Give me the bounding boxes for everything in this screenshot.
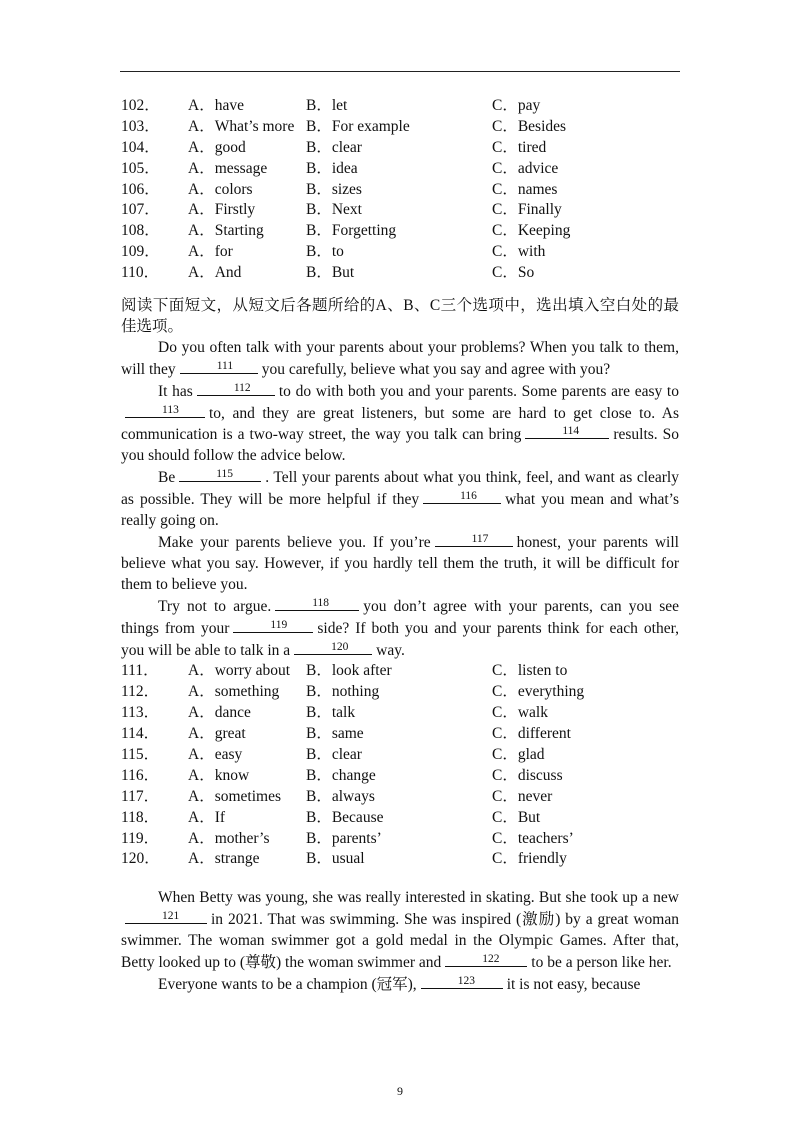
passage-paragraph: Make your parents believe you. If you’re 117 honest, your parents will believe what you say. However, if you hardly tell them the truth, it will be difficult for them to believe you. [121, 532, 679, 593]
option-b: B．Because [306, 808, 384, 826]
passage-paragraph: Everyone wants to be a champion (冠军), 123 it is not easy, because [158, 974, 641, 993]
question-number: 118． [121, 808, 160, 826]
option-b: B．change [306, 766, 376, 784]
option-row [121, 724, 679, 745]
option-row [121, 159, 679, 180]
question-number: 103． [121, 117, 160, 135]
option-c: C．teachers’ [492, 829, 574, 847]
question-number: 109． [121, 243, 160, 261]
option-b: B．But [306, 264, 355, 282]
option-a: A．good [188, 138, 246, 156]
question-number: 120． [121, 850, 160, 868]
options-list-111-120 [121, 661, 679, 870]
option-c: C．Besides [492, 117, 567, 135]
option-a: A．If [188, 808, 226, 826]
option-a: A．great [188, 725, 246, 743]
question-number: 119． [121, 829, 160, 847]
answer-blank: 118 [275, 596, 359, 611]
option-row [121, 661, 679, 682]
option-a: A．easy [188, 745, 243, 763]
option-a: A．Firstly [188, 201, 256, 219]
option-a: A．sometimes [188, 787, 281, 805]
question-number: 102． [121, 97, 160, 114]
option-a: A．mother’s [188, 829, 270, 847]
option-b: B．usual [306, 850, 365, 868]
passage-paragraph: Be 115 . Tell your parents about what you think, feel, and want as clearly as possible. They will be more helpful if they 116 what you mean and what’s really going on. [121, 468, 680, 530]
option-c: C．different [492, 725, 571, 743]
option-row [121, 703, 679, 724]
option-c: C．names [492, 180, 558, 198]
option-c: C．Keeping [492, 222, 571, 240]
option-b: B．Forgetting [306, 222, 397, 240]
option-b: B．talk [306, 704, 356, 722]
passage-paragraph: When Betty was young, she was really interested in skating. But she took up a new 121 in 2021. That was swimming. She was inspired (激励) by a great woman swimmer. The woman swimmer got a gold medal in the Olympic Games. After that, Betty looked up to (尊敬) the woman swimmer and 122 to be a person like her. [121, 889, 679, 972]
option-b: B．let [306, 97, 348, 114]
option-b: B．idea [306, 159, 358, 177]
option-b: B．always [306, 787, 375, 805]
page-number: 9 [397, 1084, 403, 1098]
option-row [121, 242, 679, 263]
option-a: A．message [188, 159, 268, 177]
option-c: C．pay [492, 97, 541, 114]
option-c: C．But [492, 808, 541, 826]
option-c: C．Finally [492, 201, 562, 219]
option-c: C．discuss [492, 766, 563, 784]
question-number: 115． [121, 745, 160, 763]
option-row [121, 808, 679, 829]
option-row [121, 263, 679, 284]
option-row [121, 849, 679, 870]
option-row [121, 766, 679, 787]
option-a: A．for [188, 243, 233, 261]
option-c: C．glad [492, 745, 545, 763]
option-row [121, 787, 679, 808]
option-a: A．have [188, 97, 244, 114]
answer-blank: 116 [423, 489, 501, 504]
passage-paragraph: Do you often talk with your parents about your problems? When you talk to them, will they 111 you carefully, believe what you say and agree with you? [121, 338, 679, 378]
answer-blank: 113 [125, 403, 205, 418]
question-number: 117． [121, 787, 160, 805]
option-a: A．strange [188, 850, 260, 868]
option-c: C．friendly [492, 850, 567, 868]
question-number: 108． [121, 222, 160, 240]
option-b: B．same [306, 725, 364, 743]
answer-blank: 123 [421, 974, 503, 989]
option-row [121, 180, 679, 201]
option-row [121, 829, 679, 850]
answer-blank: 120 [294, 640, 372, 655]
option-b: B．look after [306, 662, 392, 680]
option-row [121, 117, 679, 138]
question-number: 110． [121, 264, 160, 282]
option-b: B．clear [306, 138, 362, 156]
option-row [121, 221, 679, 242]
worksheet-page [121, 96, 679, 996]
option-a: A．know [188, 766, 250, 784]
question-number: 113． [121, 704, 160, 722]
option-c: C．So [492, 264, 535, 282]
option-a: A．dance [188, 704, 251, 722]
option-c: C．advice [492, 159, 559, 177]
option-a: A．colors [188, 180, 253, 198]
header-rule [120, 71, 680, 72]
option-c: C．tired [492, 138, 547, 156]
option-b: B．Next [306, 201, 362, 219]
question-number: 106． [121, 180, 160, 198]
answer-blank: 112 [197, 381, 275, 396]
option-c: C．everything [492, 683, 585, 701]
section-gap [121, 870, 679, 888]
passage-paragraph: Try not to argue. 118 you don’t agree with your parents, can you see things from your 119 side? If both you and your parents think for each other, you will be able to talk in a 120 way. [121, 596, 679, 659]
option-b: B．nothing [306, 683, 380, 701]
options-list-102-110 [121, 96, 679, 284]
option-b: B．For example [306, 117, 410, 135]
option-a: A．What’s more [188, 117, 295, 135]
option-c: C．never [492, 787, 553, 805]
option-c: C．walk [492, 704, 548, 722]
answer-blank: 119 [233, 618, 313, 633]
option-row [121, 682, 679, 703]
option-b: B．clear [306, 745, 362, 763]
question-number: 104． [121, 138, 160, 156]
answer-blank: 114 [525, 424, 609, 439]
option-b: B．to [306, 243, 344, 261]
option-a: A．Starting [188, 222, 264, 240]
answer-blank: 115 [179, 467, 261, 482]
option-row [121, 745, 679, 766]
question-number: 111． [121, 662, 159, 680]
passage-paragraph: It has 112 to do with both you and your parents. Some parents are easy to 113 to, and they are great listeners, but some are hard to get close to. As communication is a two-way street, the way you talk can bring 114 results. So you should follow the advice below. [121, 381, 679, 465]
option-row [121, 200, 679, 221]
question-number: 116． [121, 766, 160, 784]
option-c: C．listen to [492, 662, 568, 680]
option-row [121, 96, 679, 117]
question-number: 107． [121, 201, 160, 219]
option-b: B．sizes [306, 180, 362, 198]
option-b: B．parents’ [306, 829, 382, 847]
section-instruction: 阅读下面短文，从短文后各题所给的A、B、C三个选项中，选出填入空白处的最佳选项。 [121, 297, 679, 335]
option-a: A．And [188, 264, 242, 282]
option-a: A．something [188, 683, 280, 701]
option-row [121, 138, 679, 159]
option-c: C．with [492, 243, 546, 261]
question-number: 112． [121, 683, 160, 701]
answer-blank: 121 [125, 909, 207, 924]
answer-blank: 122 [445, 952, 527, 967]
question-number: 114． [121, 725, 160, 743]
question-number: 105． [121, 159, 160, 177]
answer-blank: 117 [435, 532, 513, 547]
option-a: A．worry about [188, 662, 291, 680]
answer-blank: 111 [180, 359, 258, 374]
